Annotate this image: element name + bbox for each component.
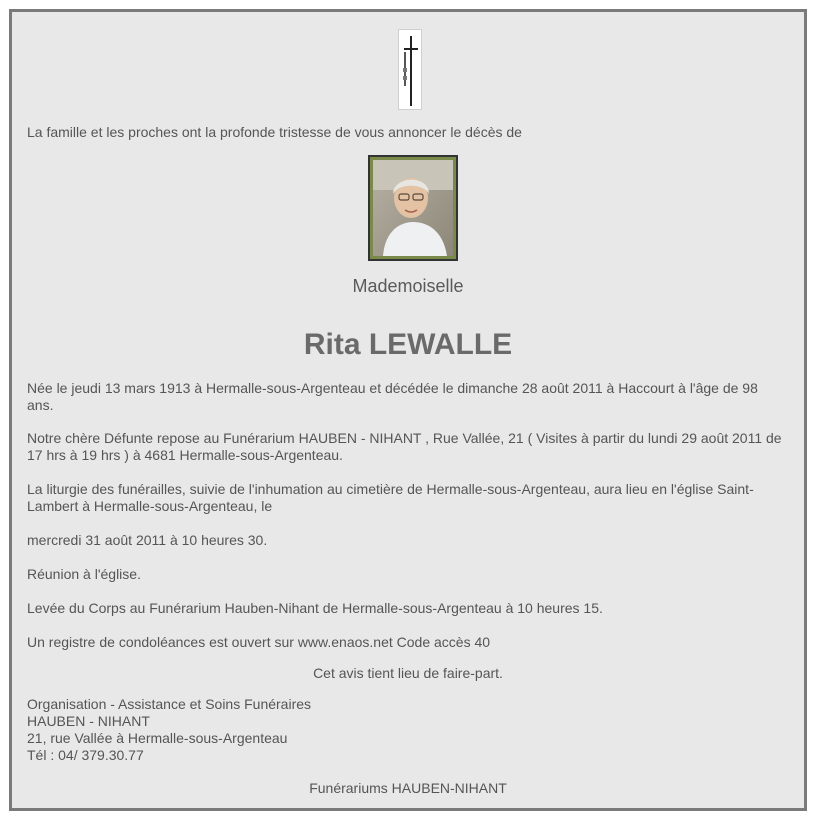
honorific: Mademoiselle [352,276,464,296]
levee-text: Levée du Corps au Funérarium Hauben-Nihant de Hermalle-sous-Argenteau à 10 heures 15. [27,600,603,616]
org-line-3: 21, rue Vallée à Hermalle-sous-Argenteau [27,730,288,746]
obituary-card [9,9,807,811]
org-line-2: HAUBEN - NIHANT [27,713,150,729]
footer-text: Funérariums HAUBEN-NIHANT [309,780,507,796]
liturgy-text: La liturgie des funérailles, suivie de l'inhumation au cimetière de Hermalle-sous-Argenteau, aura lieu en l'église Saint-Lambert à Hermalle-sous-Argenteau, le [27,481,754,514]
org-line-1: Organisation - Assistance et Soins Funéraires [27,696,312,712]
deceased-name: Rita LEWALLE [303,328,513,361]
register-text: Un registre de condoléances est ouvert sur www.enaos.net Code accès 40 [27,634,491,650]
birth-death-text: Née le jeudi 13 mars 1913 à Hermalle-sous-Argenteau et décédée le dimanche 28 août 2011 à Haccourt à l'âge de 98 ans. [27,380,758,413]
organisation-block [27,696,787,764]
portrait-photo [368,155,458,261]
notice-text: Cet avis tient lieu de faire-part. [313,665,503,681]
rest-text: Notre chère Défunte repose au Funérarium HAUBEN - NIHANT , Rue Vallée, 21 ( Visites à partir du lundi 29 août 2011 de 17 hrs à 19 hrs ) à 4681 Hermalle-sous-Argenteau. [27,430,782,463]
ceremony-date: mercredi 31 août 2011 à 10 heures 30. [27,532,268,548]
intro-text: La famille et les proches ont la profonde tristesse de vous annoncer le décès de [27,124,522,140]
meeting-text: Réunion à l'église. [27,566,141,582]
org-line-4: Tél : 04/ 379.30.77 [27,747,144,763]
cross-icon [398,29,422,110]
